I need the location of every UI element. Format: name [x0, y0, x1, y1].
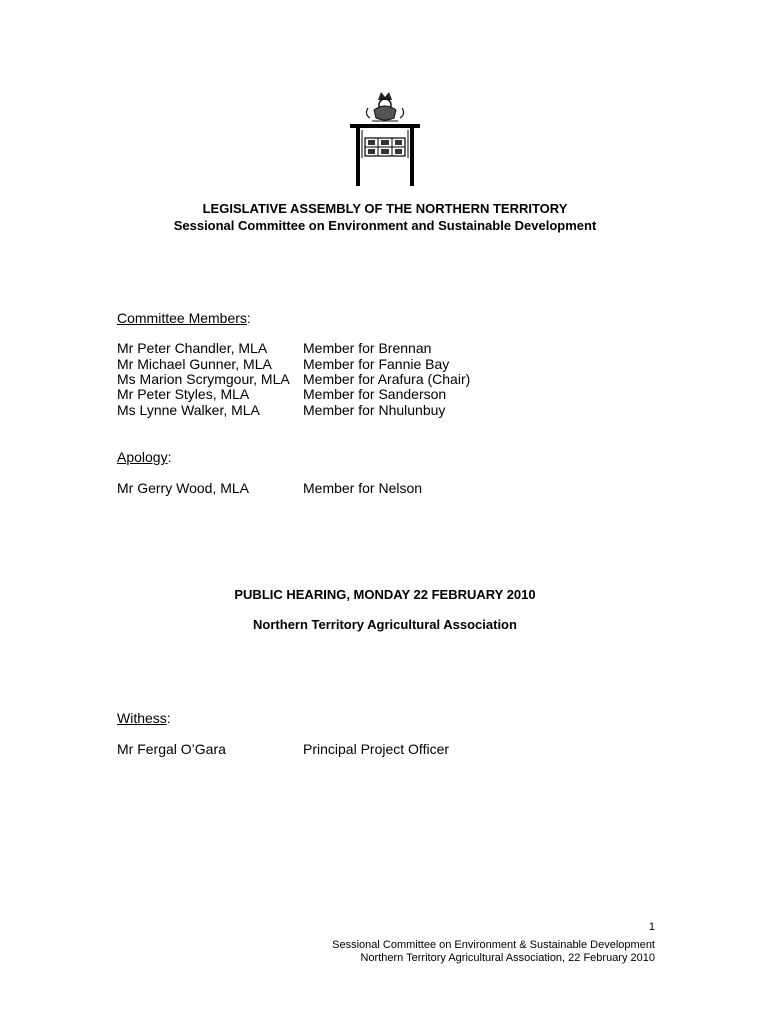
member-name: Ms Lynne Walker, MLA [117, 402, 260, 418]
member-name: Ms Marion Scrymgour, MLA [117, 371, 290, 387]
committee-members-heading [117, 310, 251, 326]
witness-heading [117, 710, 171, 726]
footer-line-2: Northern Territory Agricultural Association, 22 February 2010 [360, 952, 655, 964]
page-number: 1 [648, 921, 655, 933]
heading-colon: : [167, 449, 172, 465]
apology-name: Mr Gerry Wood, MLA [117, 480, 249, 496]
hearing-title: PUBLIC HEARING, MONDAY 22 FEBRUARY 2010 [234, 587, 536, 602]
member-electorate: Member for Fannie Bay [303, 356, 450, 372]
footer-line-1: Sessional Committee on Environment & Sustainable Development [332, 939, 655, 951]
apology-heading [117, 449, 171, 465]
member-name: Mr Peter Chandler, MLA [117, 340, 268, 356]
member-name: Mr Peter Styles, MLA [117, 386, 250, 402]
assembly-title: LEGISLATIVE ASSEMBLY OF THE NORTHERN TERRITORY [202, 201, 568, 216]
member-electorate: Member for Sanderson [303, 386, 447, 402]
witness-name: Mr Fergal O’Gara [117, 741, 226, 757]
apology-electorate: Member for Nelson [303, 480, 423, 496]
apology-label: Apology [117, 449, 168, 465]
member-electorate: Member for Brennan [303, 340, 432, 356]
coat-of-arms-and-mace-icon [348, 86, 422, 186]
heading-colon: : [166, 710, 171, 726]
witness-position: Principal Project Officer [303, 741, 450, 757]
witness-label: Withess [117, 710, 167, 726]
committee-members-label: Committee Members [117, 310, 247, 326]
member-name: Mr Michael Gunner, MLA [117, 356, 272, 372]
member-electorate: Member for Arafura (Chair) [303, 371, 471, 387]
hearing-organisation: Northern Territory Agricultural Association [253, 617, 517, 632]
heading-colon: : [246, 310, 251, 326]
committee-title: Sessional Committee on Environment and Sustainable Development [173, 218, 597, 233]
member-electorate: Member for Nhulunbuy [303, 402, 446, 418]
